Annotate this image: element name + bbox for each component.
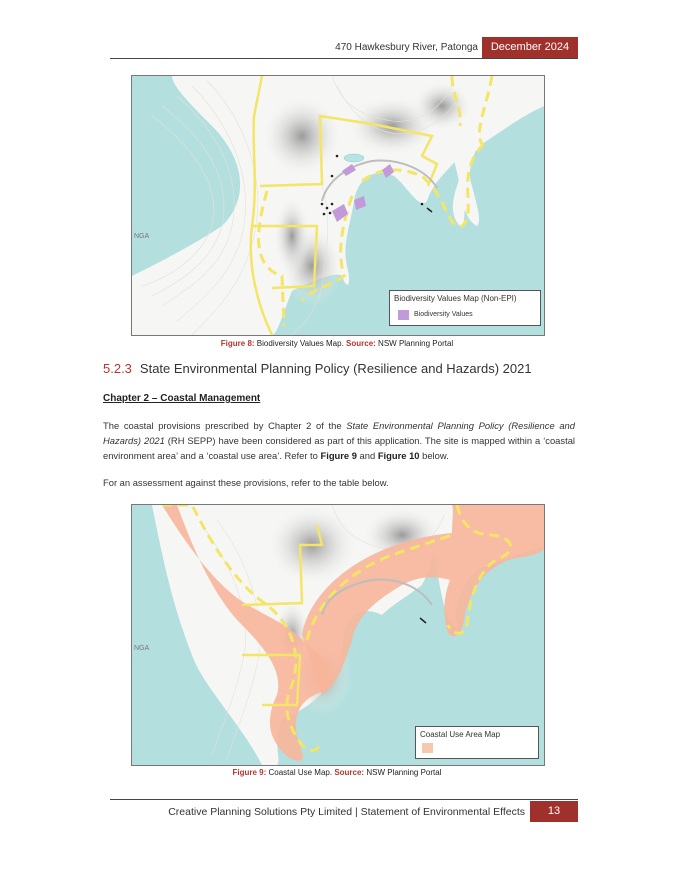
- section-number: 5.2.3: [103, 361, 132, 376]
- caption-text: Biodiversity Values Map.: [254, 339, 347, 348]
- paragraph-assessment: For an assessment against these provisions, refer to the table below.: [103, 477, 389, 488]
- caption-source-label: Source:: [334, 768, 365, 777]
- para-italic: State Environmental Planning Policy (Resilience and Hazards) 2021: [103, 420, 575, 446]
- page-number: 13: [530, 801, 578, 822]
- figure-8-caption: [131, 339, 543, 348]
- footer-text: Creative Planning Solutions Pty Limited | Statement of Environmental Effects: [168, 806, 525, 818]
- jetty-marker: [420, 618, 426, 623]
- figure-10-reference: Figure 10: [377, 450, 420, 461]
- paragraph-coastal-provisions: [103, 418, 575, 463]
- footer-divider: [110, 799, 578, 800]
- para-text: and: [356, 450, 378, 461]
- legend-swatch-coastal-use: [422, 743, 433, 753]
- hill-shade: [262, 96, 342, 176]
- section-title: State Environmental Planning Policy (Resilience and Hazards) 2021: [139, 361, 532, 376]
- caption-label: Figure 8:: [220, 339, 255, 348]
- coastal-use-legend: [415, 726, 539, 759]
- sub-heading: Chapter 2 – Coastal Management: [103, 393, 261, 404]
- header-address: 470 Hawkesbury River, Patonga: [335, 42, 478, 53]
- biodiversity-legend: [389, 290, 541, 326]
- para-text: below.: [419, 450, 449, 461]
- biodiversity-patch: [354, 196, 366, 210]
- legend-title: Coastal Use Area Map: [420, 730, 501, 739]
- header-divider: [110, 58, 578, 59]
- map-label-nga: NGA: [134, 645, 150, 652]
- legend-title: Biodiversity Values Map (Non-EPI): [394, 294, 517, 303]
- legend-item-label: Biodiversity Values: [414, 311, 473, 318]
- jetty-marker: [427, 208, 432, 212]
- coastal-use-map: [131, 504, 545, 766]
- para-text: The coastal provisions prescribed by Chapter 2 of the: [103, 420, 347, 431]
- figure-9-caption: [131, 768, 543, 777]
- caption-source: NSW Planning Portal: [364, 768, 442, 777]
- caption-source: NSW Planning Portal: [375, 339, 454, 348]
- caption-source-label: Source:: [346, 339, 376, 348]
- para-text: (RH SEPP) have been considered as part of this application. The site is mapped within a ‘coastal environment area’ and a ‘coastal use area’. Refer to: [103, 435, 575, 461]
- caption-label: Figure 9:: [232, 768, 267, 777]
- section-heading: [103, 361, 532, 376]
- header-date-badge: December 2024: [482, 37, 578, 58]
- caption-text: Coastal Use Map.: [266, 768, 335, 777]
- map-label-nga: NGA: [134, 233, 150, 240]
- hill-shade: [274, 196, 310, 276]
- figure-9-reference: Figure 9: [320, 450, 357, 461]
- hill-shade: [412, 81, 472, 131]
- pond: [344, 154, 364, 162]
- biodiversity-values-map: [131, 75, 545, 336]
- legend-swatch-biodiversity: [398, 310, 409, 320]
